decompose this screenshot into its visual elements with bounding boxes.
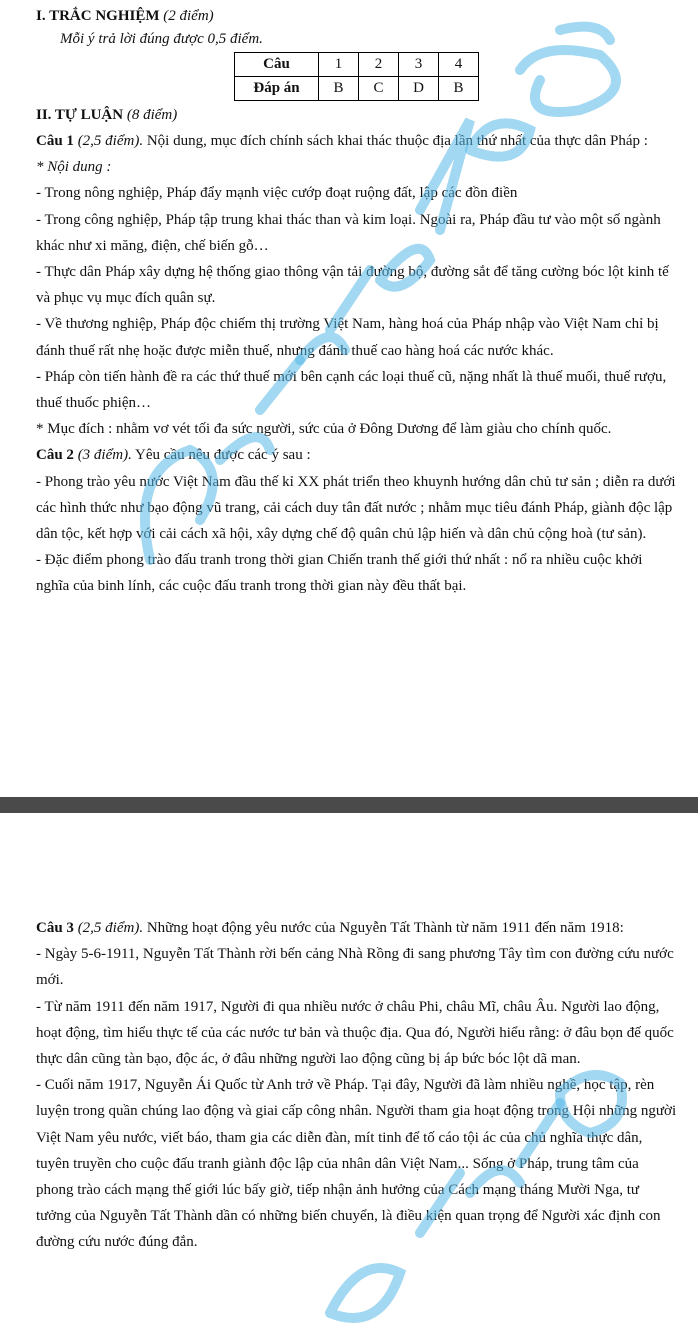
question-1-item: - Pháp còn tiến hành đề ra các thứ thuế mới bên cạnh các loại thuế cũ, nặng nhất là thuế muối, thuế rượu, thuế thuốc phiện… bbox=[36, 368, 667, 412]
question-1-points: (2,5 điểm). bbox=[77, 133, 144, 149]
question-2-text: Yêu cầu nêu được các ý sau : bbox=[131, 447, 311, 464]
question-2-item: - Phong trào yêu nước Việt Nam đầu thế kỉ XX phát triển theo khuynh hướng dân chủ tư sản ; diễn ra dưới các hình thức như bạo động vũ trang, cải cách duy tân đất nước ; nhằm mục tiêu đánh Pháp, giành độc lập dân tộc, kết hợp với cải cách xã hội, xây dựng chế độ quân chủ lập hiến và dân chủ cộng hoà (tư sản). bbox=[36, 473, 676, 543]
question-1-item: - Về thương nghiệp, Pháp độc chiếm thị trường Việt Nam, hàng hoá của Pháp nhập vào Việt Nam chỉ bị đánh thuế rất nhẹ hoặc được miễn thuế, nhưng đánh thuế cao hàng hoá các nước khác. bbox=[36, 316, 659, 359]
question-1-item: - Thực dân Pháp xây dựng hệ thống giao thông vận tải đường bộ, đường sắt để tăng cường bóc lột kinh tế và phục vụ mục đích quân sự. bbox=[36, 264, 669, 307]
answer-cell: D bbox=[399, 77, 439, 101]
section-1-points: (2 điểm) bbox=[163, 8, 214, 24]
question-1-label: Câu 1 bbox=[36, 133, 74, 149]
page-divider bbox=[0, 797, 698, 813]
question-1-item: - Trong công nghiệp, Pháp tập trung khai thác than và kim loại. Ngoài ra, Pháp đầu tư vào một số ngành khác như xi măng, điện, chế biến gỗ… bbox=[36, 211, 661, 254]
question-1-content-heading bbox=[36, 154, 678, 180]
answer-table bbox=[234, 52, 479, 101]
section-2-title: II. TỰ LUẬN bbox=[36, 107, 124, 123]
document-page-2 bbox=[0, 813, 698, 1339]
section-2-heading bbox=[36, 103, 678, 127]
page-2-content bbox=[36, 915, 678, 1256]
question-number-cell: 1 bbox=[319, 53, 359, 77]
question-2-points: (3 điểm). bbox=[77, 447, 132, 464]
question-2-label: Câu 2 bbox=[36, 447, 74, 464]
question-3-item: - Cuối năm 1917, Nguyễn Ái Quốc từ Anh trở về Pháp. Tại đây, Người đã làm nhiều nghề, học tập, rèn luyện trong quần chúng lao động và giai cấp công nhân. Người tham gia hoạt động trong Hội những người Việt Nam yêu nước, viết báo, tham gia các diễn đàn, mít tinh để tố cáo tội ác của chủ nghĩa thực dân, tuyên truyền cho cuộc đấu tranh giành độc lập của nhân dân Việt Nam... Sống ở Pháp, trung tâm của phong trào cách mạng thế giới lúc bấy giờ, tiếp nhận ảnh hưởng của Cách mạng tháng Mười Nga, tư tưởng của Nguyễn Tất Thành dần có những biến chuyển, là điều kiện quan trọng để Người xác định con đường cứu nước đúng đắn. bbox=[36, 1077, 677, 1251]
question-3-label: Câu 3 bbox=[36, 920, 74, 936]
question-1-text: Nội dung, mục đích chính sách khai thác thuộc địa lần thứ nhất của thực dân Pháp : bbox=[143, 133, 648, 149]
section-1-note: Mỗi ý trả lời đúng được 0,5 điểm. bbox=[60, 31, 263, 47]
section-1-title: I. TRẮC NGHIỆM bbox=[36, 8, 160, 24]
question-3-item: - Từ năm 1911 đến năm 1917, Người đi qua nhiều nước ở châu Phi, châu Mĩ, châu Âu. Người lao động, hoạt động, tìm hiểu thực tế của các nước tư bản và thuộc địa. Qua đó, Người hiểu rằng: ở đâu bọn đế quốc thực dân cũng tàn bạo, độc ác, ở đâu những người lao động cũng bị áp bức bóc lột dã man. bbox=[36, 998, 674, 1068]
section-2-points: (8 điểm) bbox=[126, 107, 178, 123]
question-1-prompt bbox=[36, 128, 678, 154]
answer-table-answer-row bbox=[235, 77, 479, 101]
question-number-cell: 3 bbox=[399, 53, 439, 77]
answer-cell: C bbox=[359, 77, 399, 101]
question-2-prompt bbox=[36, 442, 678, 468]
question-3-points: (2,5 điểm). bbox=[77, 920, 144, 936]
question-1-item: - Trong nông nghiệp, Pháp đẩy mạnh việc cướp đoạt ruộng đất, lập các đồn điền bbox=[36, 185, 518, 202]
answer-cell: B bbox=[319, 77, 359, 101]
answer-table-header-row bbox=[235, 53, 479, 77]
question-label-cell: Câu bbox=[235, 53, 319, 77]
question-2-item: - Đặc điểm phong trào đấu tranh trong thời gian Chiến tranh thế giới thứ nhất : nổ ra nhiều cuộc khởi nghĩa của binh lính, các cuộc đấu tranh trong thời gian này đều thất bại. bbox=[36, 552, 643, 595]
question-1-purpose: * Mục đích : nhằm vơ vét tối đa sức người, sức của ở Đông Dương để làm giàu cho chính quốc. bbox=[36, 421, 612, 438]
question-3-prompt bbox=[36, 915, 678, 941]
content-heading-text: * Nội dung : bbox=[36, 159, 112, 176]
question-3-text: Những hoạt động yêu nước của Nguyễn Tất Thành từ năm 1911 đến năm 1918: bbox=[143, 920, 624, 936]
question-3-item: - Ngày 5-6-1911, Nguyễn Tất Thành rời bến cảng Nhà Rồng đi sang phương Tây tìm con đường cứu nước mới. bbox=[36, 946, 674, 989]
answer-label-cell: Đáp án bbox=[235, 77, 319, 101]
section-1-heading bbox=[36, 4, 678, 28]
question-number-cell: 2 bbox=[359, 53, 399, 77]
question-number-cell: 4 bbox=[439, 53, 479, 77]
page-1-content bbox=[36, 4, 678, 600]
answer-cell: B bbox=[439, 77, 479, 101]
